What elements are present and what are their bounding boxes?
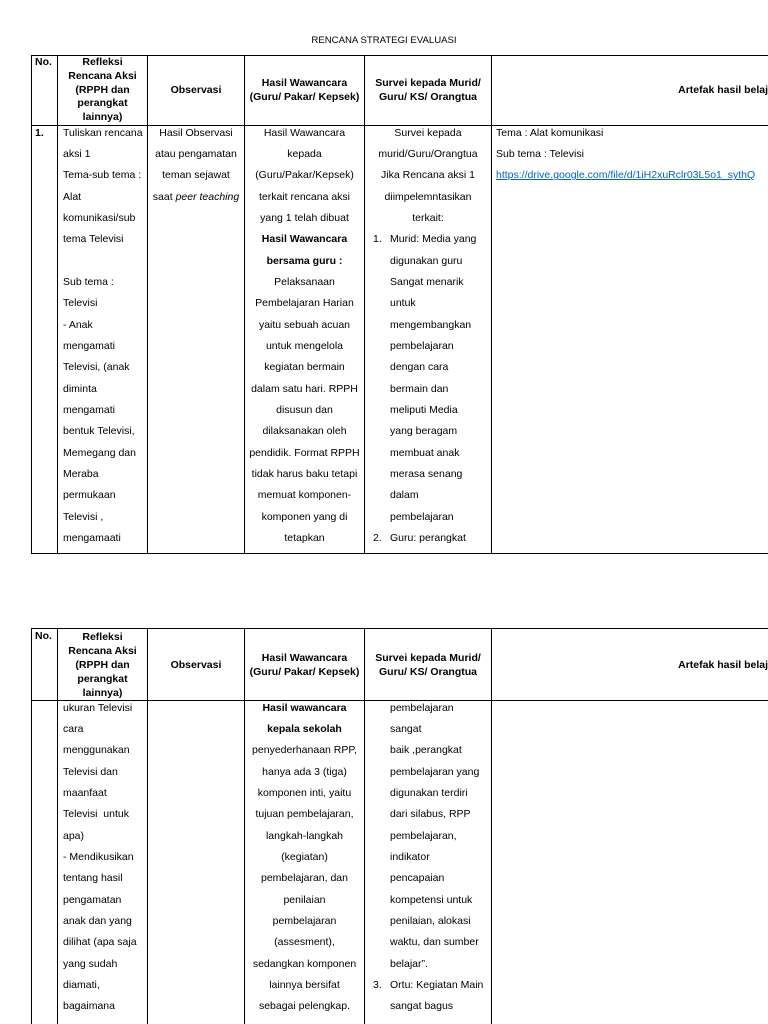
wawancara-line: penilaian xyxy=(283,893,326,906)
header-refleksi-line: Refleksi xyxy=(82,630,123,643)
wawancara-line: untuk mengelola xyxy=(265,339,344,352)
refleksi-line: Tema-sub tema : xyxy=(63,169,142,182)
wawancara-line: Pembelajaran Harian xyxy=(255,297,354,310)
refleksi-lines xyxy=(58,701,147,1018)
header-no xyxy=(32,56,58,126)
header-artefak-label: Artefak hasil belaj xyxy=(678,658,768,671)
refleksi-line: komunikasi/sub xyxy=(63,211,136,224)
survei-line: untuk xyxy=(390,297,416,310)
refleksi-line: dilihat (apa saja xyxy=(63,936,137,949)
survei-line: Guru: perangkat xyxy=(390,532,466,545)
wawancara-line: lainnya bersifat xyxy=(269,978,340,991)
observasi-line-italic: peer teaching xyxy=(175,190,240,203)
observasi-line: atau pengamatan xyxy=(155,147,237,160)
refleksi-line: bagaimana xyxy=(63,1000,115,1013)
survei-line: digunakan terdiri xyxy=(390,786,468,799)
survei-line: waktu, dan sumber xyxy=(390,936,479,949)
drive-link[interactable]: https://drive.google.com/file/d/1iH2xuRclr03L5o1_sythQ xyxy=(496,169,756,182)
refleksi-cell xyxy=(58,126,148,554)
header-refleksi-line: perangkat xyxy=(77,672,128,685)
survei-line: digunakan guru xyxy=(390,254,463,267)
header-refleksi-line: Rencana Aksi xyxy=(68,644,137,657)
survei-line: belajar”. xyxy=(390,957,428,970)
refleksi-line: apa) xyxy=(63,829,85,842)
wawancara-line: (kegiatan) xyxy=(281,850,328,863)
header-survei xyxy=(365,56,492,126)
survei-line: kompetensi untuk xyxy=(390,893,473,906)
header-survei-line: Survei kepada Murid/ xyxy=(375,76,481,89)
survei-intro-line: diimpelemntasikan xyxy=(384,190,472,203)
survei-lines xyxy=(365,126,491,549)
survei-line: pembelajaran xyxy=(390,701,454,714)
wawancara-heading-line: Hasil wawancara xyxy=(262,701,347,714)
header-observasi-label: Observasi xyxy=(170,658,222,671)
header-observasi xyxy=(148,56,245,126)
observasi-line: teman sejawat xyxy=(162,169,230,182)
refleksi-line: mengamati xyxy=(63,339,115,352)
wawancara-cell xyxy=(245,126,365,554)
wawancara-line: pembelajaran xyxy=(272,914,337,927)
survei-line: bermain dan xyxy=(390,382,449,395)
refleksi-line: aksi 1 xyxy=(63,147,91,160)
survei-list-item-murid xyxy=(365,229,491,528)
wawancara-line: yaitu sebuah acuan xyxy=(258,318,351,331)
header-refleksi-line: lainnya) xyxy=(82,686,123,699)
refleksi-line: Meraba xyxy=(63,468,99,480)
refleksi-line: menggunakan xyxy=(63,744,130,757)
wawancara-line: (Guru/Pakar/Kepsek) xyxy=(255,169,354,182)
wawancara-line: komponen inti, yaitu xyxy=(257,786,352,799)
refleksi-line: yang sudah xyxy=(63,957,118,970)
artefak-cell xyxy=(492,126,768,554)
refleksi-line: pengamatan xyxy=(63,893,122,906)
wawancara-heading-line: Hasil Wawancara xyxy=(261,233,348,246)
wawancara-line: disusun dan xyxy=(276,403,333,416)
row-number: 1. xyxy=(35,126,44,139)
header-wawancara-line: (Guru/ Pakar/ Kepsek) xyxy=(249,90,360,103)
artefak-cell xyxy=(492,701,768,1024)
refleksi-line: Televisi dan xyxy=(63,765,118,778)
header-survei-line: Guru/ KS/ Orangtua xyxy=(378,90,477,103)
observasi-line: Hasil Observasi xyxy=(159,126,233,139)
row-number-cell xyxy=(32,701,58,1024)
survei-intro-line: Survei kepada xyxy=(394,126,462,139)
survei-line: Ortu: Kegiatan Main xyxy=(390,978,484,991)
refleksi-line: diamati, xyxy=(63,978,100,991)
wawancara-line: yang 1 telah dibuat xyxy=(260,211,349,224)
survei-line: sangat xyxy=(390,722,422,735)
header-refleksi-line: perangkat xyxy=(77,97,128,110)
survei-line: merasa senang xyxy=(390,468,463,480)
wawancara-line: Pelaksanaan xyxy=(274,275,335,288)
survei-line: sangat bagus xyxy=(390,1000,454,1013)
refleksi-line: Alat xyxy=(63,190,82,203)
artefak-lines xyxy=(492,126,768,187)
survei-lines xyxy=(365,701,491,1018)
refleksi-line: tentang hasil xyxy=(63,872,123,885)
refleksi-line: mengamati xyxy=(63,403,115,416)
wawancara-line: tetapkan xyxy=(284,532,325,545)
survei-line: pembelajaran xyxy=(390,510,454,523)
survei-line: meliputi Media xyxy=(390,403,458,416)
list-marker: 2. xyxy=(373,532,382,545)
survei-intro-line: Jika Rencana aksi 1 xyxy=(381,169,475,182)
survei-line: dalam xyxy=(390,489,419,502)
wawancara-lines xyxy=(245,701,364,1018)
header-artefak-label: Artefak hasil belaj xyxy=(678,83,768,96)
header-no xyxy=(32,629,58,701)
survei-cell xyxy=(365,701,492,1024)
header-refleksi-line: lainnya) xyxy=(82,111,123,124)
survei-list-item-ortu xyxy=(365,975,491,1018)
wawancara-line: dilaksanakan oleh xyxy=(262,425,347,438)
refleksi-line: permukaan xyxy=(63,489,116,502)
header-refleksi-line: (RPPH dan xyxy=(75,83,130,96)
wawancara-line: tujuan pembelajaran, xyxy=(255,808,354,821)
header-refleksi-line: Refleksi xyxy=(82,56,123,68)
refleksi-line: Memegang dan xyxy=(63,446,136,459)
survei-list-item-guru xyxy=(365,528,491,549)
refleksi-line: Televisi untuk xyxy=(63,808,129,821)
refleksi-line: tema Televisi xyxy=(63,233,124,246)
header-refleksi-line: Rencana Aksi xyxy=(68,69,137,82)
header-artefak xyxy=(492,629,768,701)
refleksi-line: Sub tema : xyxy=(63,275,114,288)
survei-line: indikator xyxy=(390,850,430,863)
header-observasi-label: Observasi xyxy=(170,83,222,96)
header-refleksi xyxy=(58,629,148,701)
refleksi-line: cara xyxy=(63,722,84,735)
refleksi-line: - Anak xyxy=(63,318,93,331)
survei-line: pembelajaran yang xyxy=(390,765,480,778)
header-wawancara-line: Hasil Wawancara xyxy=(261,76,348,89)
refleksi-line: Tuliskan rencana xyxy=(63,126,143,139)
observasi-cell xyxy=(148,701,245,1024)
observasi-cell xyxy=(148,126,245,554)
wawancara-line: hanya ada 3 (tiga) xyxy=(262,765,347,778)
header-survei-line: Survei kepada Murid/ xyxy=(375,651,481,664)
survei-line: mengembangkan xyxy=(390,318,472,331)
header-wawancara-line: Hasil Wawancara xyxy=(261,651,348,664)
row-number-cell xyxy=(32,126,58,554)
header-wawancara-line: (Guru/ Pakar/ Kepsek) xyxy=(249,665,360,678)
evaluation-table-2 xyxy=(31,628,768,1024)
survei-line: Murid: Media yang xyxy=(390,233,477,246)
refleksi-line: bentuk Televisi, xyxy=(63,425,135,438)
header-survei xyxy=(365,629,492,701)
header-wawancara xyxy=(245,629,365,701)
wawancara-line: pendidik. Format RPPH xyxy=(249,446,360,459)
wawancara-line: terkait rencana aksi xyxy=(258,190,351,203)
refleksi-line: - Mendikusikan xyxy=(63,850,134,863)
wawancara-line: (assesment), xyxy=(274,936,335,949)
header-refleksi-line: (RPPH dan xyxy=(75,658,130,671)
refleksi-line: Televisi , xyxy=(63,510,104,523)
header-no-label: No. xyxy=(35,630,52,642)
refleksi-line: Televisi, (anak xyxy=(63,361,130,374)
survei-line: dengan cara xyxy=(390,361,449,374)
wawancara-line: pembelajaran, dan xyxy=(261,872,348,885)
list-marker: 1. xyxy=(373,233,382,246)
survei-line: membuat anak xyxy=(390,446,460,459)
document-title: RENCANA STRATEGI EVALUASI xyxy=(311,35,457,46)
list-marker: 3. xyxy=(373,978,382,991)
wawancara-line: tidak harus baku tetapi xyxy=(251,468,358,480)
observasi-line xyxy=(148,187,244,208)
header-refleksi xyxy=(58,56,148,126)
survei-line: penilaian, alokasi xyxy=(390,914,471,927)
header-wawancara xyxy=(245,56,365,126)
wawancara-lines xyxy=(245,126,364,549)
wawancara-line: kepada xyxy=(287,147,322,160)
refleksi-line: diminta xyxy=(63,382,97,395)
wawancara-line: penyederhanaan RPP, xyxy=(252,744,357,757)
artefak-subtema: Sub tema : Televisi xyxy=(496,147,584,160)
wawancara-heading-line: bersama guru : xyxy=(266,254,343,267)
refleksi-line: anak dan yang xyxy=(63,914,132,927)
refleksi-line: Televisi xyxy=(63,297,98,310)
survei-line: yang beragam xyxy=(390,425,458,438)
header-artefak xyxy=(492,56,768,126)
row-number-lines xyxy=(32,126,57,144)
survei-line: pembelajaran, xyxy=(390,829,457,842)
wawancara-line: sebagai pelengkap. xyxy=(258,1000,351,1013)
wawancara-line: kegiatan bermain xyxy=(264,361,345,374)
survei-intro-line: murid/Guru/Orangtua xyxy=(378,147,478,160)
survei-line: pencapaian xyxy=(390,872,445,885)
refleksi-cell xyxy=(58,701,148,1024)
survei-intro-line: terkait: xyxy=(412,211,444,224)
observasi-line-prefix: saat xyxy=(152,190,173,203)
artefak-tema: Tema : Alat komunikasi xyxy=(496,126,604,139)
header-observasi xyxy=(148,629,245,701)
evaluation-table-1 xyxy=(31,55,768,554)
header-survei-line: Guru/ KS/ Orangtua xyxy=(378,665,477,678)
survei-line: baik ,perangkat xyxy=(390,744,462,757)
survei-line: Sangat menarik xyxy=(390,275,464,288)
wawancara-line: komponen yang di xyxy=(261,510,348,523)
refleksi-line: ukuran Televisi xyxy=(63,701,133,714)
wawancara-cell xyxy=(245,701,365,1024)
refleksi-lines xyxy=(58,126,147,549)
survei-cell xyxy=(365,126,492,554)
wawancara-line: sedangkan komponen xyxy=(252,957,357,970)
header-no-label: No. xyxy=(35,56,52,68)
wawancara-heading-line: kepala sekolah xyxy=(267,722,342,735)
survei-line: dari silabus, RPP xyxy=(390,808,471,821)
blank-line-spacer xyxy=(63,251,147,272)
wawancara-line: Hasil Wawancara xyxy=(263,126,346,139)
refleksi-line: mengamaati xyxy=(63,532,121,545)
survei-line: pembelajaran xyxy=(390,339,454,352)
refleksi-line: maanfaat xyxy=(63,786,107,799)
wawancara-line: dalam satu hari. RPPH xyxy=(251,382,358,395)
observasi-lines xyxy=(148,126,244,208)
wawancara-line: memuat komponen- xyxy=(257,489,352,502)
wawancara-line: langkah-langkah xyxy=(265,829,344,842)
